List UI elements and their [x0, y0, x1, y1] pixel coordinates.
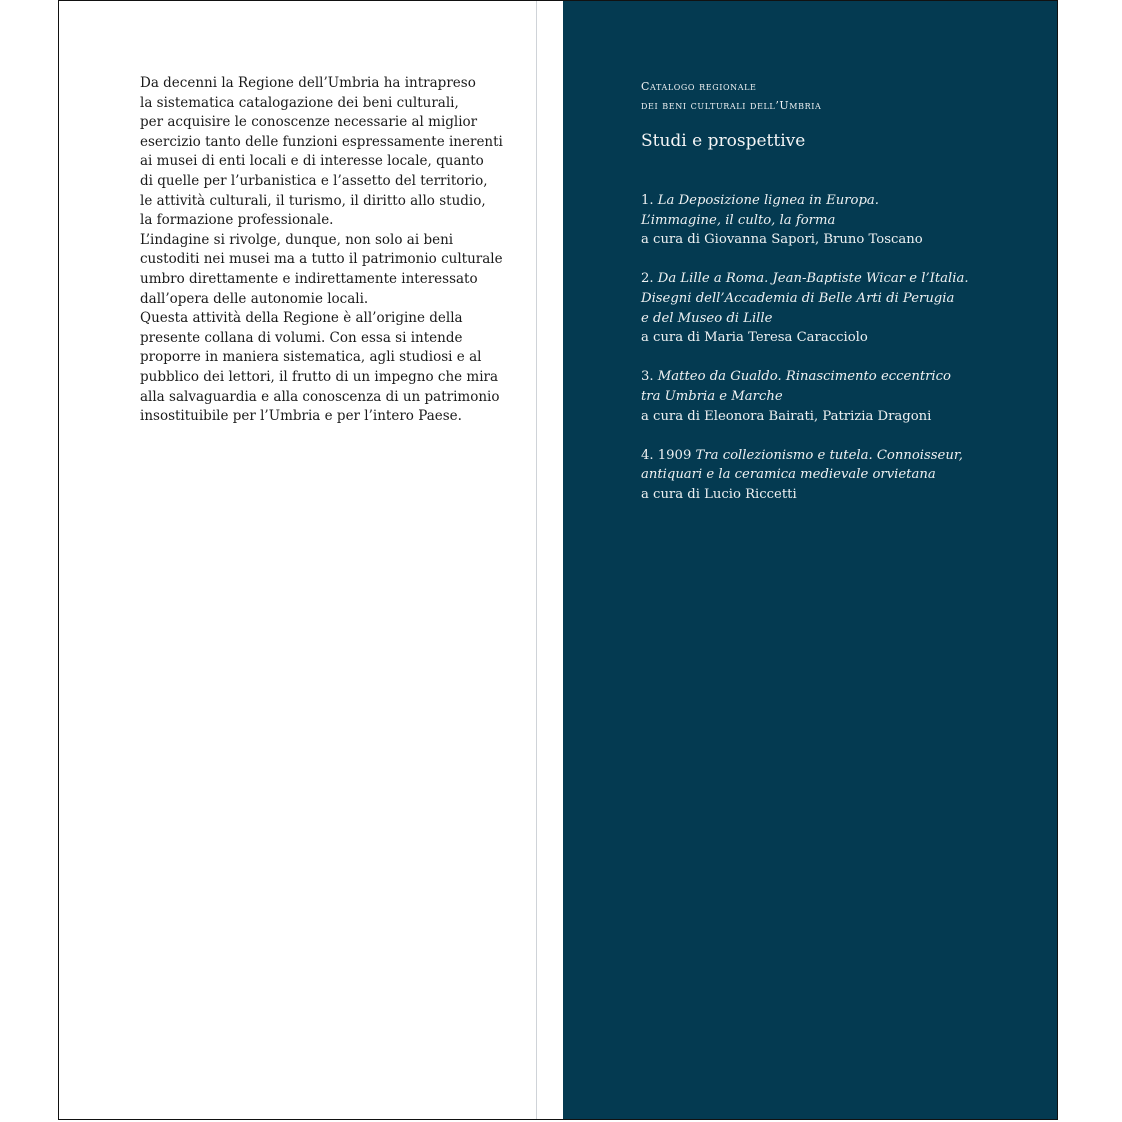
- volume-number: 1.: [641, 193, 654, 208]
- volume-title-line: e del Museo di Lille: [641, 310, 773, 326]
- intro-line: ai musei di enti locali e di interesse locale, quanto: [140, 153, 484, 170]
- intro-line: esercizio tanto delle funzioni espressamente inerenti: [140, 133, 503, 150]
- volume-entry: [641, 367, 1041, 426]
- intro-line: custoditi nei musei ma a tutto il patrimonio culturale: [140, 251, 503, 268]
- intro-line: di quelle per l’urbanistica e l’assetto del territorio,: [140, 172, 488, 189]
- volume-title-line: antiquari e la ceramica medievale orvietana: [641, 467, 936, 483]
- intro-line: alla salvaguardia e alla conoscenza di un patrimonio: [140, 388, 500, 405]
- volume-editors: a cura di Giovanna Sapori, Bruno Toscano: [641, 232, 923, 248]
- volume-editors: a cura di Lucio Riccetti: [641, 486, 797, 502]
- series-kicker-line: dei beni culturali dell’Umbria: [641, 99, 822, 112]
- volume-entry: [641, 269, 1041, 347]
- volume-list: [641, 191, 1041, 524]
- volume-entry: [641, 191, 1041, 250]
- intro-line: presente collana di volumi. Con essa si intende: [140, 329, 463, 346]
- volume-title-line: L’immagine, il culto, la forma: [641, 212, 836, 228]
- volume-number: 2.: [641, 271, 654, 287]
- volume-title-line: [641, 191, 1041, 211]
- volume-title-line: tra Umbria e Marche: [641, 388, 783, 404]
- intro-line: la sistematica catalogazione dei beni culturali,: [140, 94, 459, 111]
- intro-paragraph: [140, 74, 503, 427]
- volume-entry: [641, 446, 1041, 505]
- intro-line: le attività culturali, il turismo, il diritto allo studio,: [140, 192, 486, 209]
- page-gutter: [536, 1, 563, 1119]
- volume-title-line: [641, 367, 1041, 387]
- intro-line: insostituibile per l’Umbria e per l’intero Paese.: [140, 408, 462, 425]
- volume-title: Matteo da Gualdo. Rinascimento eccentrico: [657, 369, 951, 385]
- intro-line: proporre in maniera sistematica, agli studiosi e al: [140, 349, 482, 366]
- right-page: [563, 1, 1057, 1119]
- series-kicker: [641, 77, 821, 115]
- volume-title: La Deposizione lignea in Europa.: [657, 193, 879, 208]
- intro-line: Questa attività della Regione è all’origine della: [140, 310, 463, 327]
- intro-line: L’indagine si rivolge, dunque, non solo ai beni: [140, 231, 454, 248]
- series-kicker-line: Catalogo regionale: [641, 80, 757, 93]
- volume-title-line: [641, 269, 1041, 289]
- volume-editors: a cura di Eleonora Bairati, Patrizia Dragoni: [641, 408, 932, 424]
- volume-number: 4. 1909: [641, 447, 692, 463]
- volume-number: 3.: [641, 369, 654, 385]
- volume-title: Tra collezionismo e tutela. Connoisseur,: [695, 447, 963, 463]
- intro-line: umbro direttamente e indirettamente interessato: [140, 270, 478, 287]
- intro-line: Da decenni la Regione dell’Umbria ha intrapreso: [140, 75, 476, 91]
- intro-line: la formazione professionale.: [140, 212, 334, 229]
- series-title: Studi e prospettive: [641, 131, 806, 151]
- intro-line: dall’opera delle autonomie locali.: [140, 290, 369, 307]
- volume-title: Da Lille a Roma. Jean-Baptiste Wicar e l’Italia.: [657, 271, 969, 287]
- volume-editors: a cura di Maria Teresa Caracciolo: [641, 330, 868, 346]
- volume-title-line: [641, 446, 1041, 466]
- intro-line: per acquisire le conoscenze necessarie al miglior: [140, 114, 478, 131]
- volume-title-line: Disegni dell’Accademia di Belle Arti di Perugia: [641, 290, 955, 306]
- intro-line: pubblico dei lettori, il frutto di un impegno che mira: [140, 368, 499, 385]
